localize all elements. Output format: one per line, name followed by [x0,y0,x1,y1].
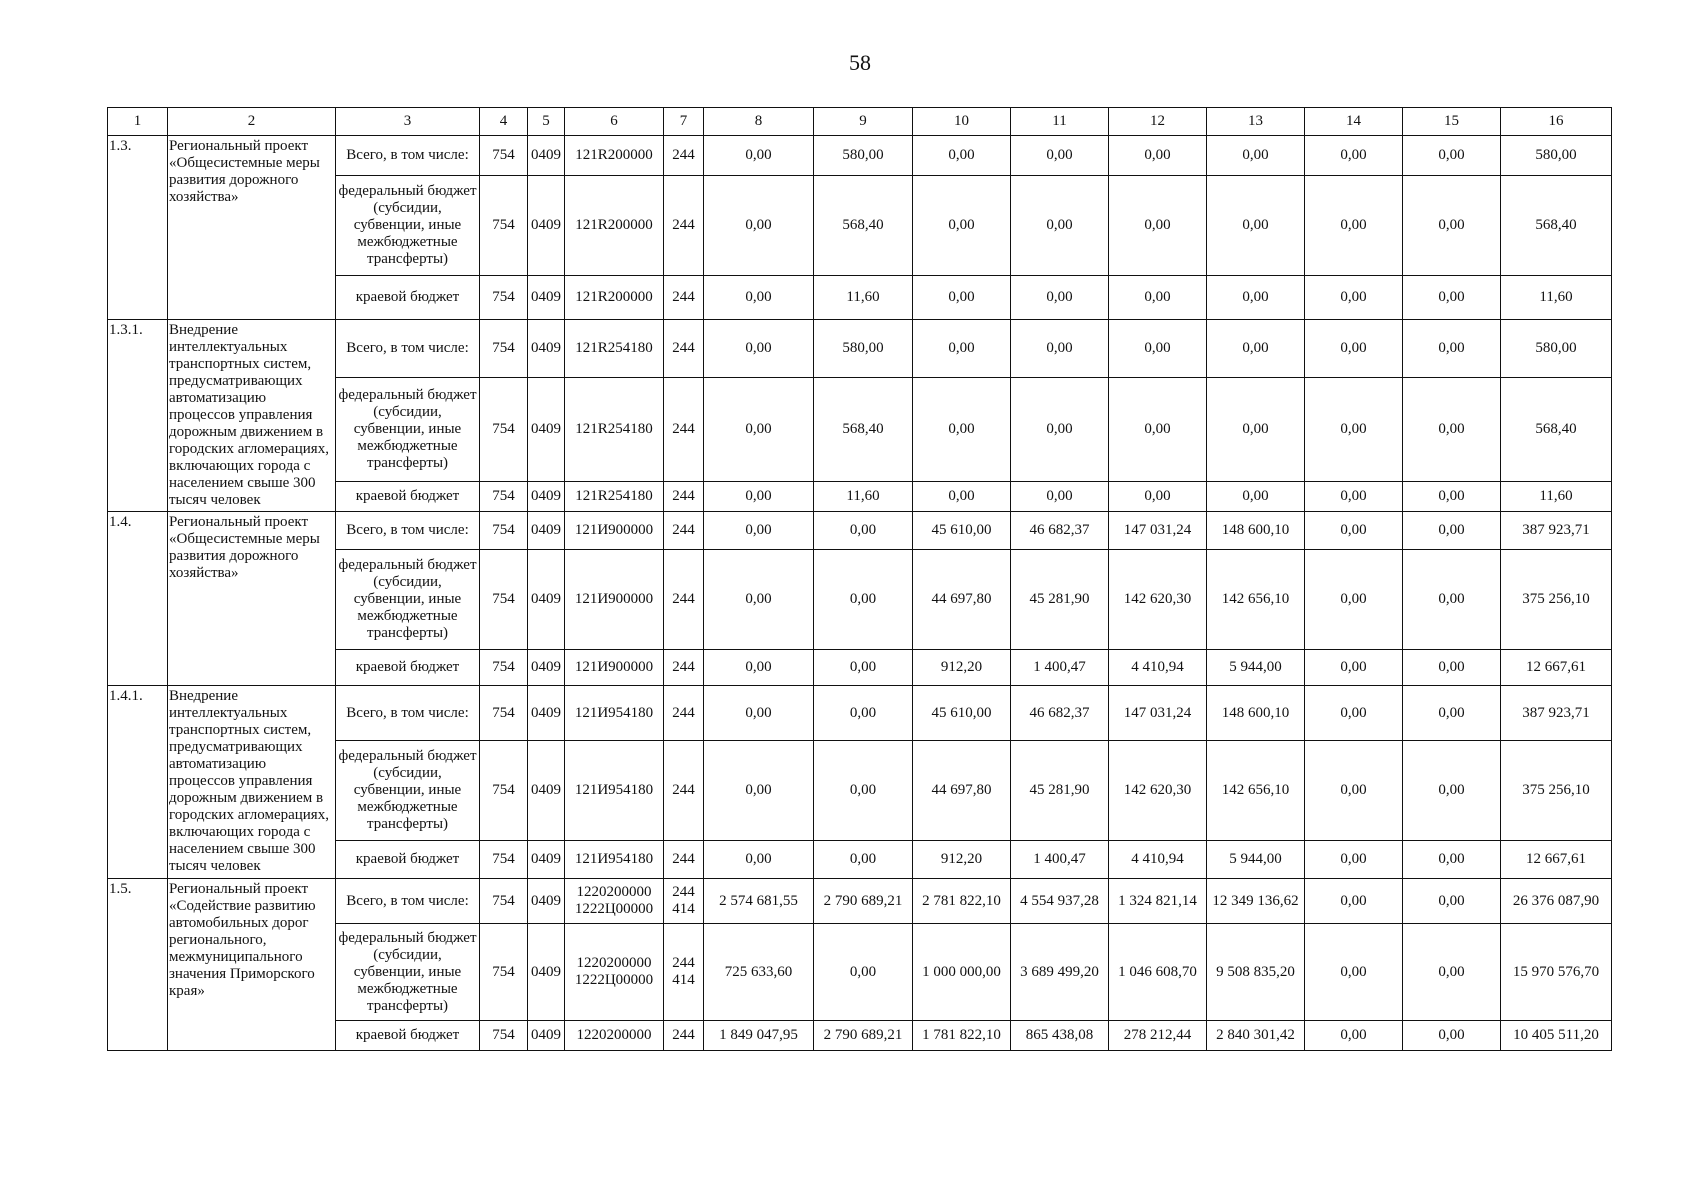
amount-cell: 0,00 [704,481,814,511]
amount-cell: 147 031,24 [1109,512,1207,550]
amount-cell: 568,40 [1501,176,1612,276]
amount-cell: 1 400,47 [1011,841,1109,879]
amount-cell: 5 944,00 [1207,650,1305,686]
amount-cell: 580,00 [814,136,913,176]
amount-cell: 44 697,80 [913,741,1011,841]
amount-cell: 387 923,71 [1501,512,1612,550]
amount-cell: 0,00 [1305,276,1403,320]
section-code: 0409 [528,512,565,550]
funding-source: федеральный бюджет (субсидии, субвенции, иные межбюджетные трансферты) [336,924,480,1021]
amount-cell: 0,00 [1109,320,1207,378]
funding-source: краевой бюджет [336,481,480,511]
amount-cell: 2 840 301,42 [1207,1021,1305,1051]
amount-cell: 0,00 [1305,136,1403,176]
amount-cell: 375 256,10 [1501,550,1612,650]
amount-cell: 0,00 [1207,276,1305,320]
section-code: 0409 [528,136,565,176]
amount-cell: 0,00 [704,686,814,741]
amount-cell: 568,40 [814,378,913,482]
ministry-code: 754 [480,276,528,320]
amount-cell: 15 970 576,70 [1501,924,1612,1021]
column-header: 9 [814,108,913,136]
funding-source: краевой бюджет [336,650,480,686]
amount-cell: 142 656,10 [1207,741,1305,841]
column-header: 12 [1109,108,1207,136]
column-header: 11 [1011,108,1109,136]
ministry-code: 754 [480,176,528,276]
target-article-code: 1220200000 1222Ц00000 [565,924,664,1021]
amount-cell: 142 656,10 [1207,550,1305,650]
table-header-row [108,108,1612,136]
amount-cell: 0,00 [1109,136,1207,176]
amount-cell: 0,00 [1305,650,1403,686]
amount-cell: 0,00 [1403,650,1501,686]
amount-cell: 1 781 822,10 [913,1021,1011,1051]
amount-cell: 10 405 511,20 [1501,1021,1612,1051]
amount-cell: 0,00 [1403,841,1501,879]
amount-cell: 4 410,94 [1109,841,1207,879]
section-code: 0409 [528,276,565,320]
target-article-code: 1220200000 [565,1021,664,1051]
section-code: 0409 [528,879,565,924]
funding-source: краевой бюджет [336,1021,480,1051]
amount-cell: 5 944,00 [1207,841,1305,879]
section-code: 0409 [528,1021,565,1051]
table-row [108,320,1612,378]
amount-cell: 0,00 [1011,276,1109,320]
target-article-code: 1220200000 1222Ц00000 [565,879,664,924]
amount-cell: 375 256,10 [1501,741,1612,841]
column-header: 15 [1403,108,1501,136]
amount-cell: 0,00 [704,650,814,686]
item-number: 1.5. [108,879,168,1051]
amount-cell: 0,00 [1109,378,1207,482]
amount-cell: 2 790 689,21 [814,1021,913,1051]
amount-cell: 0,00 [1011,176,1109,276]
amount-cell: 45 610,00 [913,512,1011,550]
table-row [108,512,1612,550]
amount-cell: 12 349 136,62 [1207,879,1305,924]
amount-cell: 0,00 [1305,841,1403,879]
amount-cell: 0,00 [1011,320,1109,378]
amount-cell: 865 438,08 [1011,1021,1109,1051]
amount-cell: 45 281,90 [1011,741,1109,841]
ministry-code: 754 [480,879,528,924]
amount-cell: 0,00 [1207,378,1305,482]
amount-cell: 1 324 821,14 [1109,879,1207,924]
target-article-code: 121И900000 [565,512,664,550]
amount-cell: 0,00 [1305,481,1403,511]
amount-cell: 142 620,30 [1109,741,1207,841]
ministry-code: 754 [480,378,528,482]
column-header: 4 [480,108,528,136]
expense-type-code: 244 414 [664,879,704,924]
amount-cell: 1 000 000,00 [913,924,1011,1021]
amount-cell: 12 667,61 [1501,650,1612,686]
amount-cell: 0,00 [704,276,814,320]
amount-cell: 11,60 [814,276,913,320]
ministry-code: 754 [480,320,528,378]
expense-type-code: 244 [664,512,704,550]
amount-cell: 568,40 [814,176,913,276]
section-code: 0409 [528,650,565,686]
amount-cell: 0,00 [1305,879,1403,924]
amount-cell: 580,00 [1501,136,1612,176]
table-row [108,686,1612,741]
amount-cell: 0,00 [913,320,1011,378]
item-name: Внедрение интеллектуальных транспортных систем, предусматривающих автоматизацию процессов управления дорожным движением в городских агломерациях, включающих города с населением свыше 300 тысяч человек [168,686,336,879]
amount-cell: 0,00 [814,650,913,686]
amount-cell: 580,00 [1501,320,1612,378]
amount-cell: 45 281,90 [1011,550,1109,650]
amount-cell: 0,00 [1011,481,1109,511]
amount-cell: 148 600,10 [1207,512,1305,550]
target-article-code: 121R200000 [565,276,664,320]
item-name: Региональный проект «Содействие развитию автомобильных дорог регионального, межмуниципального значения Приморского края» [168,879,336,1051]
expense-type-code: 244 [664,320,704,378]
amount-cell: 1 849 047,95 [704,1021,814,1051]
amount-cell: 4 410,94 [1109,650,1207,686]
funding-source: федеральный бюджет (субсидии, субвенции, иные межбюджетные трансферты) [336,378,480,482]
expense-type-code: 244 414 [664,924,704,1021]
amount-cell: 0,00 [1403,378,1501,482]
section-code: 0409 [528,176,565,276]
section-code: 0409 [528,741,565,841]
ministry-code: 754 [480,550,528,650]
amount-cell: 0,00 [704,512,814,550]
amount-cell: 387 923,71 [1501,686,1612,741]
amount-cell: 4 554 937,28 [1011,879,1109,924]
amount-cell: 0,00 [704,176,814,276]
amount-cell: 0,00 [1207,136,1305,176]
amount-cell: 3 689 499,20 [1011,924,1109,1021]
amount-cell: 0,00 [1403,176,1501,276]
amount-cell: 0,00 [1403,686,1501,741]
amount-cell: 0,00 [1207,320,1305,378]
section-code: 0409 [528,841,565,879]
amount-cell: 45 610,00 [913,686,1011,741]
amount-cell: 0,00 [1207,481,1305,511]
ministry-code: 754 [480,924,528,1021]
amount-cell: 0,00 [1403,320,1501,378]
section-code: 0409 [528,320,565,378]
amount-cell: 0,00 [1109,176,1207,276]
amount-cell: 0,00 [1109,481,1207,511]
amount-cell: 0,00 [1403,136,1501,176]
amount-cell: 11,60 [1501,276,1612,320]
amount-cell: 0,00 [1305,924,1403,1021]
amount-cell: 278 212,44 [1109,1021,1207,1051]
amount-cell: 148 600,10 [1207,686,1305,741]
expense-type-code: 244 [664,741,704,841]
expense-type-code: 244 [664,481,704,511]
target-article-code: 121R254180 [565,320,664,378]
funding-source: Всего, в том числе: [336,136,480,176]
expense-type-code: 244 [664,841,704,879]
ministry-code: 754 [480,512,528,550]
expense-type-code: 244 [664,136,704,176]
column-header: 1 [108,108,168,136]
column-header: 7 [664,108,704,136]
section-code: 0409 [528,924,565,1021]
amount-cell: 912,20 [913,650,1011,686]
funding-source: Всего, в том числе: [336,512,480,550]
item-name: Региональный проект «Общесистемные меры развития дорожного хозяйства» [168,512,336,686]
ministry-code: 754 [480,1021,528,1051]
section-code: 0409 [528,378,565,482]
amount-cell: 44 697,80 [913,550,1011,650]
target-article-code: 121И954180 [565,741,664,841]
amount-cell: 0,00 [1403,741,1501,841]
amount-cell: 0,00 [1011,378,1109,482]
expense-type-code: 244 [664,686,704,741]
amount-cell: 0,00 [913,136,1011,176]
column-header: 14 [1305,108,1403,136]
item-number: 1.3.1. [108,320,168,512]
budget-table [107,107,1612,1051]
amount-cell: 1 400,47 [1011,650,1109,686]
amount-cell: 0,00 [1403,924,1501,1021]
target-article-code: 121И954180 [565,686,664,741]
section-code: 0409 [528,686,565,741]
ministry-code: 754 [480,741,528,841]
column-header: 6 [565,108,664,136]
target-article-code: 121И900000 [565,650,664,686]
amount-cell: 2 574 681,55 [704,879,814,924]
item-number: 1.4. [108,512,168,686]
amount-cell: 0,00 [913,378,1011,482]
amount-cell: 0,00 [704,841,814,879]
amount-cell: 147 031,24 [1109,686,1207,741]
amount-cell: 0,00 [1305,550,1403,650]
amount-cell: 0,00 [704,378,814,482]
item-name: Внедрение интеллектуальных транспортных систем, предусматривающих автоматизацию процессов управления дорожным движением в городских агломерациях, включающих города с населением свыше 300 тысяч человек [168,320,336,512]
target-article-code: 121И954180 [565,841,664,879]
amount-cell: 0,00 [1403,879,1501,924]
amount-cell: 0,00 [814,741,913,841]
amount-cell: 2 790 689,21 [814,879,913,924]
amount-cell: 0,00 [913,481,1011,511]
amount-cell: 0,00 [814,512,913,550]
amount-cell: 0,00 [704,550,814,650]
amount-cell: 725 633,60 [704,924,814,1021]
amount-cell: 12 667,61 [1501,841,1612,879]
target-article-code: 121R200000 [565,136,664,176]
amount-cell: 0,00 [1305,686,1403,741]
amount-cell: 0,00 [1305,1021,1403,1051]
ministry-code: 754 [480,841,528,879]
ministry-code: 754 [480,650,528,686]
expense-type-code: 244 [664,378,704,482]
amount-cell: 0,00 [1305,320,1403,378]
amount-cell: 0,00 [814,550,913,650]
expense-type-code: 244 [664,276,704,320]
item-number: 1.4.1. [108,686,168,879]
amount-cell: 11,60 [1501,481,1612,511]
funding-source: федеральный бюджет (субсидии, субвенции, иные межбюджетные трансферты) [336,550,480,650]
ministry-code: 754 [480,481,528,511]
amount-cell: 0,00 [814,924,913,1021]
funding-source: краевой бюджет [336,276,480,320]
ministry-code: 754 [480,686,528,741]
amount-cell: 0,00 [913,276,1011,320]
amount-cell: 11,60 [814,481,913,511]
amount-cell: 0,00 [1305,741,1403,841]
amount-cell: 0,00 [1207,176,1305,276]
amount-cell: 0,00 [1109,276,1207,320]
amount-cell: 0,00 [1305,176,1403,276]
amount-cell: 0,00 [1403,481,1501,511]
table-row [108,879,1612,924]
amount-cell: 46 682,37 [1011,512,1109,550]
target-article-code: 121R254180 [565,481,664,511]
column-header: 16 [1501,108,1612,136]
funding-source: Всего, в том числе: [336,320,480,378]
amount-cell: 0,00 [814,841,913,879]
target-article-code: 121R200000 [565,176,664,276]
amount-cell: 142 620,30 [1109,550,1207,650]
amount-cell: 0,00 [1403,276,1501,320]
column-header: 10 [913,108,1011,136]
amount-cell: 0,00 [1011,136,1109,176]
funding-source: федеральный бюджет (субсидии, субвенции, иные межбюджетные трансферты) [336,176,480,276]
amount-cell: 0,00 [704,320,814,378]
amount-cell: 0,00 [1305,512,1403,550]
target-article-code: 121И900000 [565,550,664,650]
amount-cell: 0,00 [704,136,814,176]
amount-cell: 0,00 [1403,512,1501,550]
amount-cell: 0,00 [704,741,814,841]
amount-cell: 0,00 [1403,550,1501,650]
column-header: 5 [528,108,565,136]
amount-cell: 1 046 608,70 [1109,924,1207,1021]
funding-source: федеральный бюджет (субсидии, субвенции, иные межбюджетные трансферты) [336,741,480,841]
amount-cell: 0,00 [913,176,1011,276]
funding-source: Всего, в том числе: [336,879,480,924]
amount-cell: 0,00 [814,686,913,741]
page-number: 58 [849,50,871,75]
expense-type-code: 244 [664,650,704,686]
section-code: 0409 [528,481,565,511]
expense-type-code: 244 [664,550,704,650]
item-name: Региональный проект «Общесистемные меры развития дорожного хозяйства» [168,136,336,320]
column-header: 2 [168,108,336,136]
expense-type-code: 244 [664,1021,704,1051]
amount-cell: 26 376 087,90 [1501,879,1612,924]
amount-cell: 912,20 [913,841,1011,879]
funding-source: Всего, в том числе: [336,686,480,741]
amount-cell: 2 781 822,10 [913,879,1011,924]
amount-cell: 46 682,37 [1011,686,1109,741]
amount-cell: 0,00 [1305,378,1403,482]
column-header: 8 [704,108,814,136]
funding-source: краевой бюджет [336,841,480,879]
table-row [108,136,1612,176]
column-header: 3 [336,108,480,136]
amount-cell: 9 508 835,20 [1207,924,1305,1021]
amount-cell: 0,00 [1403,1021,1501,1051]
column-header: 13 [1207,108,1305,136]
target-article-code: 121R254180 [565,378,664,482]
amount-cell: 580,00 [814,320,913,378]
ministry-code: 754 [480,136,528,176]
item-number: 1.3. [108,136,168,320]
section-code: 0409 [528,550,565,650]
expense-type-code: 244 [664,176,704,276]
amount-cell: 568,40 [1501,378,1612,482]
